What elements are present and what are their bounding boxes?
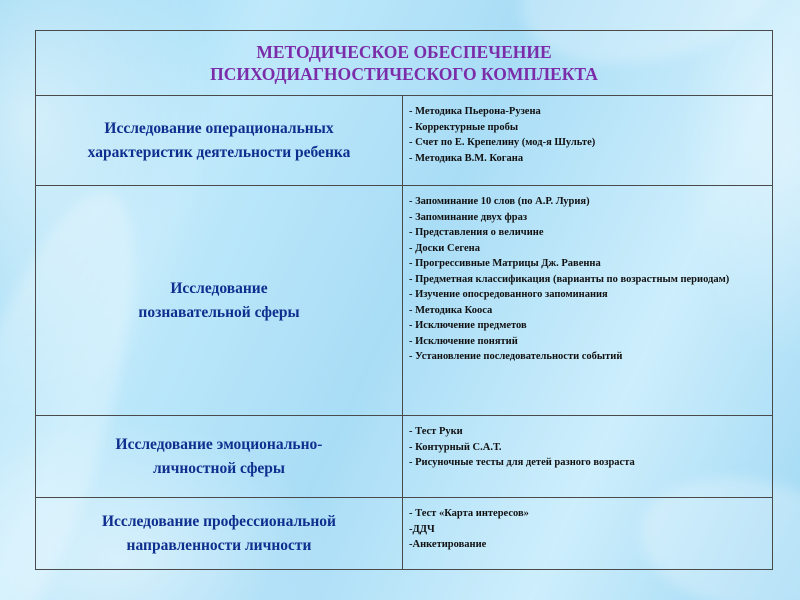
category-line: Исследование операциональных bbox=[104, 119, 334, 137]
method-item: - Тест «Карта интересов» bbox=[409, 508, 529, 519]
category-line: Исследование bbox=[170, 279, 268, 297]
method-item: - Корректурные пробы bbox=[409, 121, 519, 133]
category-cell bbox=[36, 186, 403, 416]
category-cell bbox=[36, 498, 403, 570]
category-line: личностной сферы bbox=[152, 459, 286, 477]
methods-cell bbox=[403, 96, 773, 186]
method-item: - Запоминание 10 слов (по А.Р. Лурия) bbox=[409, 196, 590, 207]
method-item: - Предметная классификация (варианты по возрастным периодам) bbox=[409, 273, 730, 285]
methods-cell bbox=[403, 498, 773, 570]
methods-cell bbox=[403, 416, 773, 498]
category-line: Исследование профессиональной bbox=[102, 512, 336, 530]
method-item: - Методика В.М. Когана bbox=[409, 152, 524, 164]
method-item: -Анкетирование bbox=[409, 539, 487, 550]
method-item: - Исключение предметов bbox=[409, 320, 527, 331]
category-cell bbox=[36, 416, 403, 498]
method-item: -ДДЧ bbox=[409, 523, 435, 535]
method-item: - Рисуночные тесты для детей разного возраста bbox=[409, 457, 635, 468]
table-row-operational bbox=[36, 96, 773, 186]
method-item: - Запоминание двух фраз bbox=[409, 211, 528, 223]
table-row-professional bbox=[36, 498, 773, 570]
category-cell bbox=[36, 96, 403, 186]
table-row-emotional bbox=[36, 416, 773, 498]
title-line-2: ПСИХОДИАГНОСТИЧЕСКОГО КОМПЛЕКТА bbox=[210, 64, 598, 84]
method-item: - Установление последовательности событий bbox=[409, 351, 623, 362]
title-line-1: МЕТОДИЧЕСКОЕ ОБЕСПЕЧЕНИЕ bbox=[256, 42, 552, 62]
method-item: - Методика Пьерона-Рузена bbox=[409, 106, 541, 117]
table-row-cognitive bbox=[36, 186, 773, 416]
category-line: характеристик деятельности ребенка bbox=[87, 143, 351, 161]
method-item: - Доски Сегена bbox=[409, 242, 480, 254]
category-line: направленности личности bbox=[126, 536, 312, 554]
title-row bbox=[36, 31, 773, 96]
method-item: - Изучение опосредованного запоминания bbox=[409, 289, 608, 300]
method-item: - Исключение понятий bbox=[409, 335, 518, 347]
category-line: Исследование эмоционально- bbox=[115, 435, 323, 453]
method-item: - Счет по Е. Крепелину (мод-я Шульте) bbox=[409, 137, 596, 148]
methods-cell bbox=[403, 186, 773, 416]
methods-table bbox=[35, 30, 773, 570]
method-item: - Прогрессивные Матрицы Дж. Равенна bbox=[409, 258, 601, 269]
table-title bbox=[36, 31, 773, 96]
method-item: - Представления о величине bbox=[409, 227, 544, 238]
category-line: познавательной сферы bbox=[138, 303, 300, 321]
method-item: - Контурный С.А.Т. bbox=[409, 441, 502, 453]
method-item: - Тест Руки bbox=[409, 426, 463, 437]
method-item: - Методика Кооса bbox=[409, 304, 493, 316]
